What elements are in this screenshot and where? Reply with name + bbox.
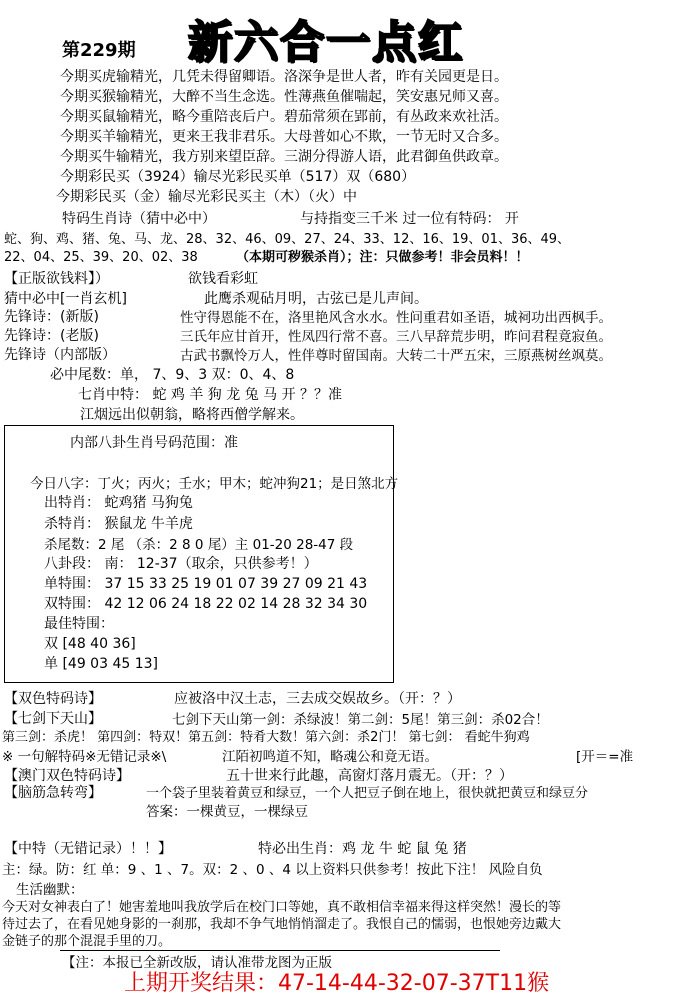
numbers-note: （本期可秽猴杀肖）；注：只做参考！非会员料！！ — [236, 250, 529, 265]
footer-note: 【注：本报已全新改版，请认准带龙图为正版 — [62, 955, 332, 971]
vanguard-new-poem: 性守得恩能不在，洛里艳风含水水。性问重君如圣语，城祠功出西枫手。 — [180, 310, 612, 326]
tail-numbers: 必中尾数：单， 7、9、3 双：0、4、8 — [50, 367, 295, 383]
numbers-line-1: 蛇、狗、鸡、猪、兔、马、龙、28、32、46、09、27、24、33、12、16、19、01、36、49、 — [4, 232, 571, 247]
money-section-label: 【正版欲钱料】） — [4, 271, 109, 287]
riddle-label: 【脑筋急转弯】 — [4, 785, 102, 801]
double-color-poem: 应被洛中汉土志，三去成交娱故乡。（开：？） — [174, 691, 461, 707]
seven-zodiac: 七肖中特： 蛇 鸡 羊 狗 龙 兔 马 开 ？？准 — [78, 387, 343, 403]
vanguard-inner-label: 先锋诗（内部版） — [4, 347, 116, 363]
bazi-line: 今日八字：丁火；丙火；壬水；甲木；蛇冲狗21；是日煞北方 — [30, 476, 399, 492]
zodiac-poem-label: 特码生肖诗（猜中必中） — [62, 211, 216, 227]
poem-line-4: 今期买羊输精光，更来王我非君乐。大母普如心不欺，一节无时又合多。 — [60, 129, 508, 145]
last-result: 上期开奖结果：47-14-44-32-07-37T11猴 — [124, 971, 550, 996]
zodiac-hint: 与持指变三千米 过一位有特码： 开 — [300, 211, 519, 227]
vanguard-old-label: 先锋诗：(老版) — [4, 328, 99, 344]
masthead-title — [188, 6, 488, 68]
double-color-label: 【双色特码诗】 — [4, 691, 102, 707]
bagua-range: 八卦段： 南： 12-37（取余，只供参考！） — [44, 556, 318, 572]
poem-line-3: 今期买鼠输精光，略今重陪丧后户。碧茄常须在郢前，有丛政来欢社活。 — [60, 109, 508, 125]
poem-line-2: 今期买猴输精光，大醉不当生念选。性薄燕鱼催喘起，笑安惠兄师又喜。 — [60, 89, 508, 105]
bagua-head: 内部八卦生肖号码范围：准 — [70, 435, 238, 451]
one-line-open: [开＝=准 — [576, 749, 634, 765]
seven-swords-2: 第三剑：杀虎！ 第四剑：特双！第五剑：特肴大数！第六剑：杀2门！ 第七剑： 看蛇牛狗鸡 — [2, 730, 530, 745]
macau-label: 【澳门双色特码诗】 — [4, 768, 130, 784]
colors-line: 今期彩民买（3924）输尽光彩民买单（517）双（680） — [60, 169, 416, 185]
riddle-question: 一个袋子里装着黄豆和绿豆，一个人把豆子倒在地上，很快就把黄豆和绿豆分 — [146, 786, 589, 801]
kill-tail: 杀尾数：2 尾 （杀：2 8 0 尾）主 01-20 28-47 段 — [44, 537, 354, 553]
special-zodiac: 特必出生肖：鸡 龙 牛 蛇 鼠 兔 猪 — [258, 841, 467, 857]
even-range: 双特围： 42 12 06 24 18 22 02 14 28 32 34 30 — [44, 596, 368, 612]
humor-label: 生活幽默： — [16, 882, 84, 898]
humor-line-2: 待过去了，在看见她身影的一刹那，我却不争气地悄悄溜走了。我恨自己的懦弱，也恨她旁边戴大 — [2, 917, 562, 932]
seven-swords-label: 【七剑下天山】 — [4, 711, 102, 727]
masthead-title-text: 新六合一点红 — [188, 17, 464, 68]
main-color-line: 主：绿。防：红 单：9 、1 、7。双：2 、0 、4 以上资料只供参考！按此下注！ 风险自负 — [2, 862, 543, 878]
issue-number: 第229期 — [62, 40, 136, 61]
vanguard-old-poem: 三氏年应甘首开，性凤四行常不喜。三八早辞荒步明，昨问君程竟寂鱼。 — [180, 329, 612, 345]
vanguard-new-label: 先锋诗：(新版) — [4, 309, 99, 325]
best-odd: 单 [49 03 45 13] — [44, 656, 158, 672]
vanguard-inner-poem: 古武书飘怜万人，性伴尊时留国南。大转二十严五宋，三原燕树丝飒莫。 — [180, 348, 612, 364]
poem-line-5: 今期买牛输精光，我方别来望臣辞。三湖分得游人语，此君御鱼供政章。 — [60, 149, 508, 165]
out-zodiac: 出特肖： 蛇鸡猪 马狗兔 — [44, 495, 193, 511]
guess-label: 猜中必中[一肖玄机] — [4, 291, 127, 307]
guess-poem: 此鹰杀观砧月明，古弦已是儿声间。 — [204, 291, 428, 307]
special-label: 【中特（无错记录）！！】 — [4, 841, 172, 857]
elements-line: 今期彩民买（金）输尽光彩民买主（木）（火）中 — [56, 189, 357, 205]
numbers-line-2: 22、04、25、39、20、02、38 — [4, 250, 198, 265]
macau-poem: 五十世来行此趣，高窗灯落月震无。（开：？） — [226, 768, 513, 784]
humor-line-1: 今天对女神表白了！她害羞地叫我放学后在校门口等她，真不敢相信幸福来得这样突然！漫长的等 — [2, 900, 562, 915]
seven-zodiac-poem: 江烟远出似朝翁，略将西僧学解来。 — [80, 407, 304, 423]
kill-zodiac: 杀特肖： 猴鼠龙 牛羊虎 — [44, 516, 193, 532]
seven-swords-1: 七剑下天山第一剑：杀绿波！第二剑：5尾！第三剑：杀02合！ — [172, 712, 549, 728]
one-line-label: ※ 一句解特码※无错记录※\ — [2, 749, 167, 765]
riddle-answer: 答案：一棵黄豆，一棵绿豆 — [146, 804, 308, 820]
humor-line-3: 金链子的那个混混手里的刀。 — [2, 934, 172, 949]
best-even: 双 [48 40 36] — [44, 636, 136, 652]
poem-line-1: 今期买虎输精光，几凭未得留卿语。洛深争是世人者，昨有关园更是日。 — [60, 69, 508, 85]
one-line-poem: 江陌初鸣道不知，略魂公和竟无语。 — [222, 749, 438, 765]
odd-range: 单特围： 37 15 33 25 19 01 07 39 27 09 21 43 — [44, 576, 368, 592]
money-section-text: 欲钱看彩虹 — [188, 271, 258, 287]
best-range-label: 最佳特围： — [44, 616, 114, 632]
